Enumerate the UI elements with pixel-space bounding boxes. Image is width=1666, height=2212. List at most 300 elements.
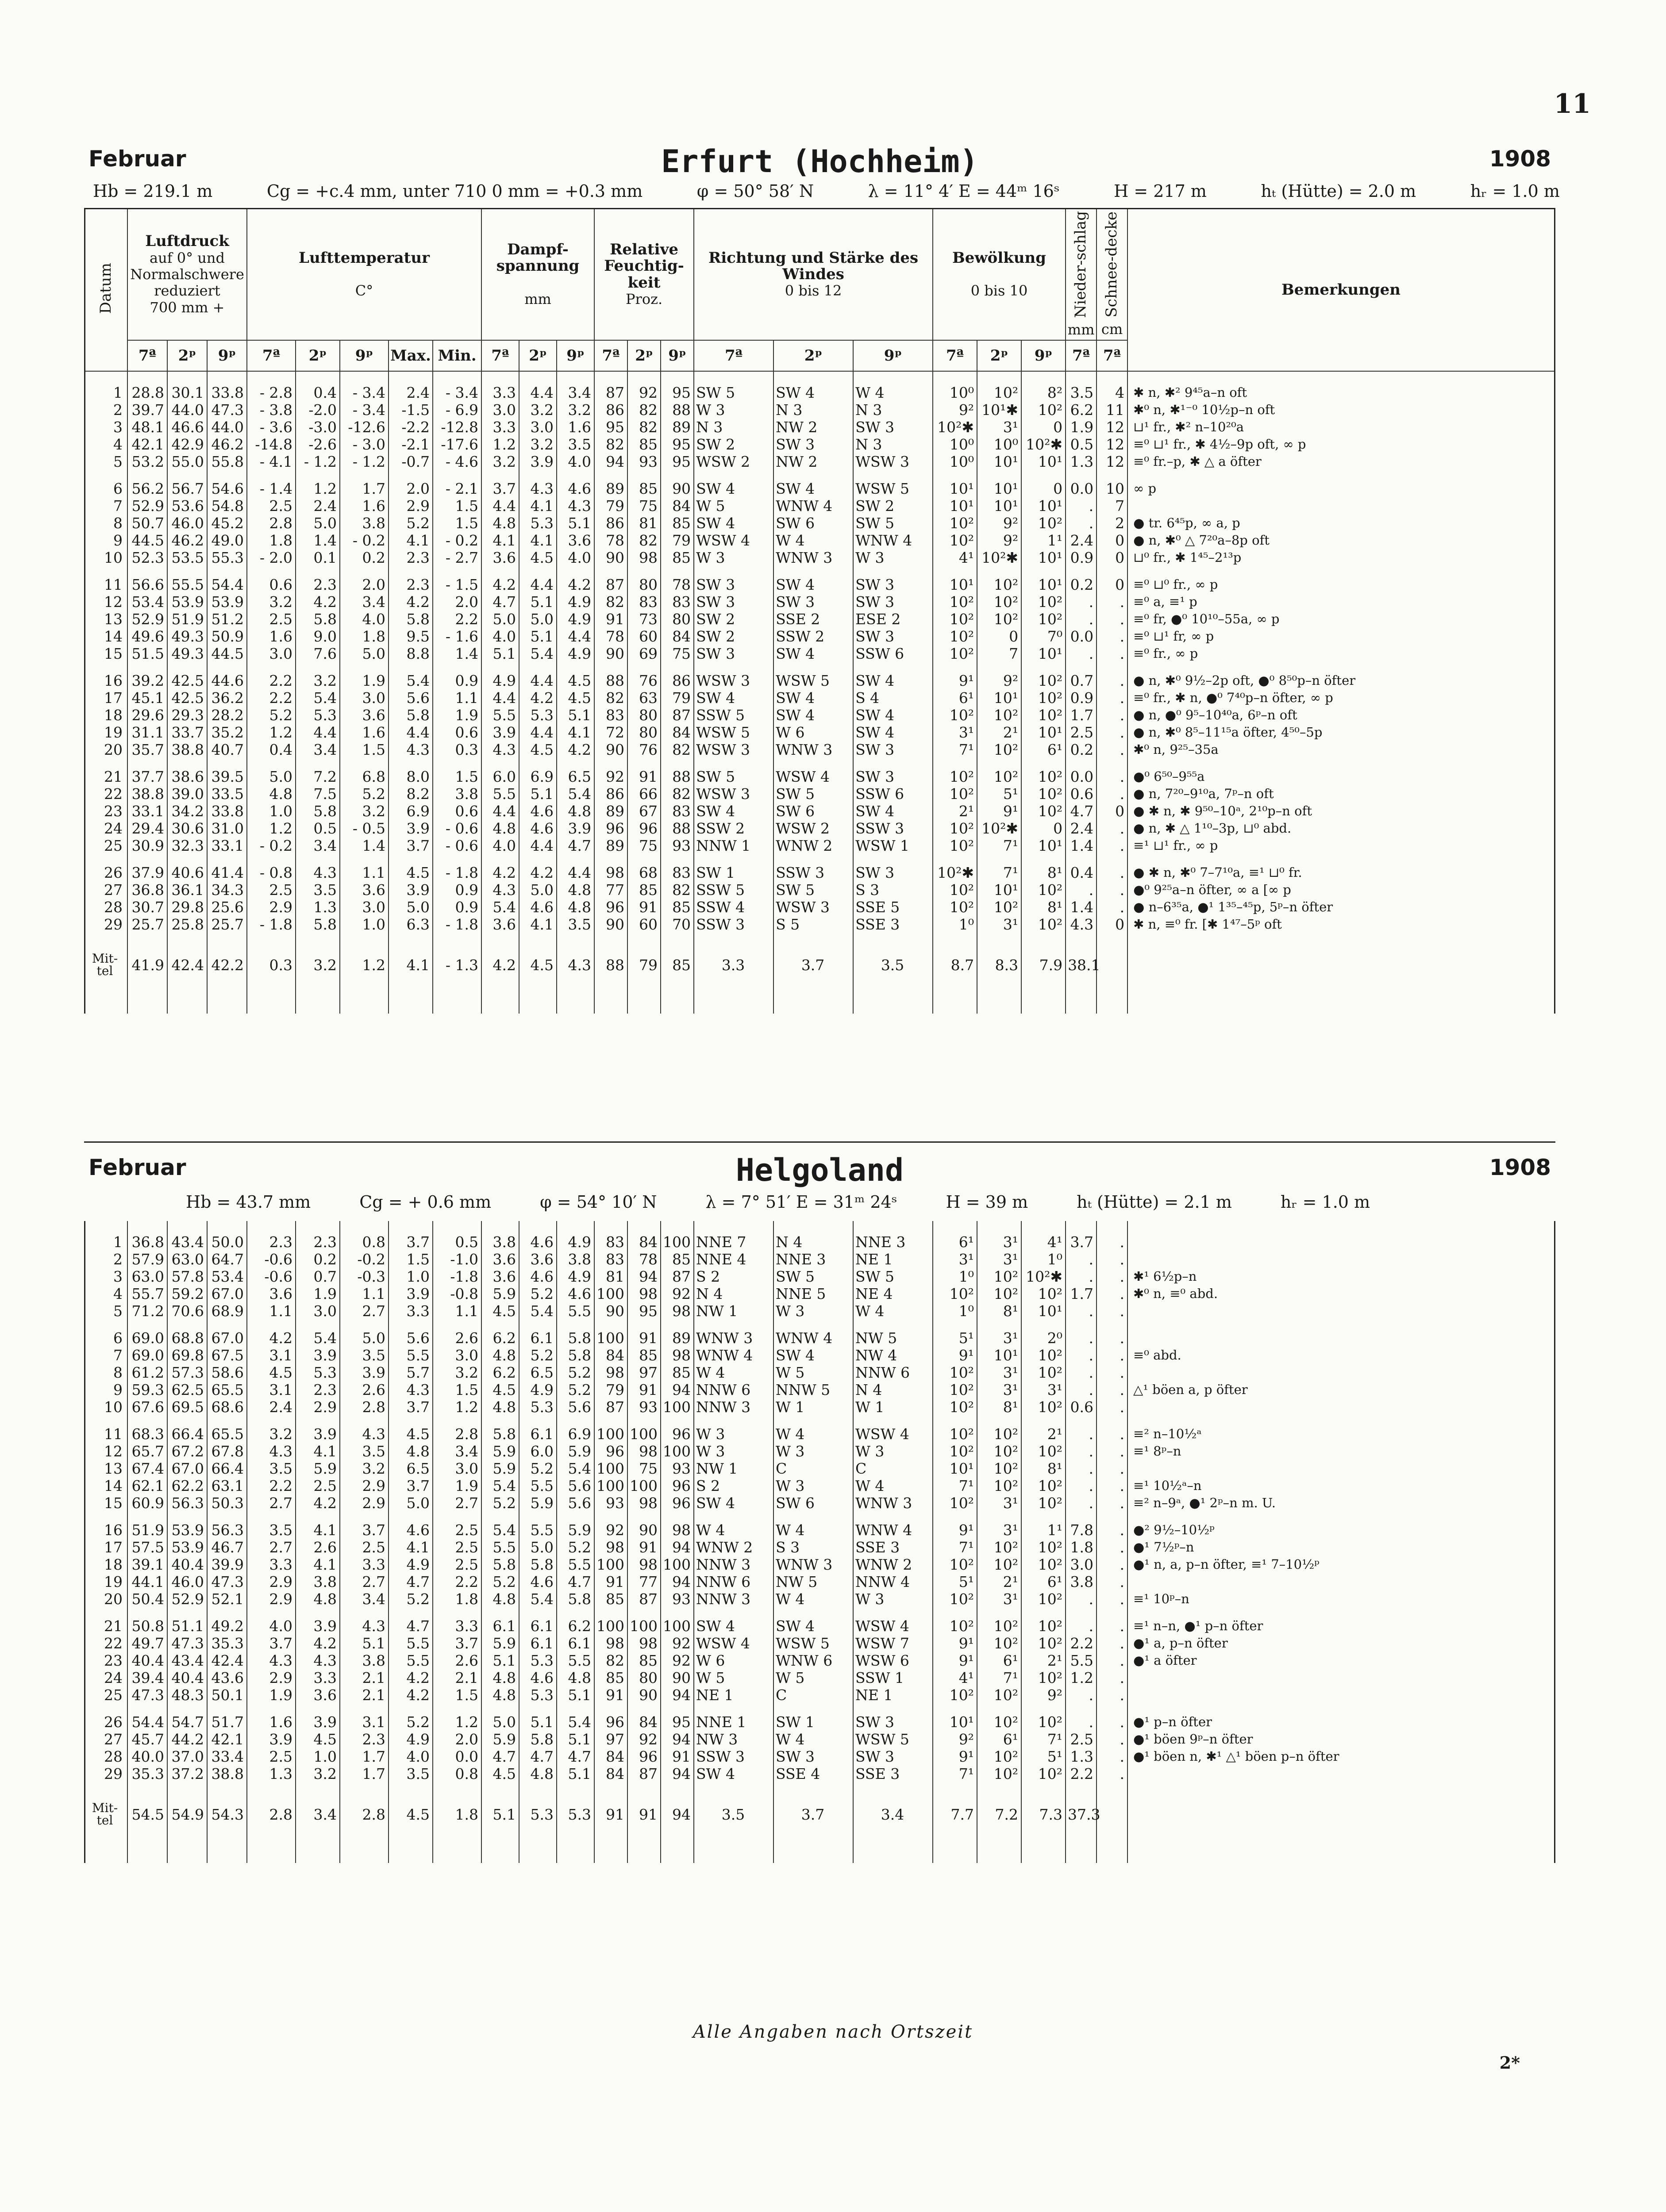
table-cell: 1.9 [433, 707, 481, 724]
table-cell [1127, 497, 1554, 515]
table-cell: N 3 [853, 401, 933, 419]
table-cell: 6.0 [519, 1443, 557, 1460]
table-cell: 10² [977, 611, 1021, 628]
table-cell: 91 [627, 1539, 661, 1556]
table-cell: 3.8 [1066, 1573, 1097, 1590]
table-cell: WSW 5 [773, 672, 853, 689]
table-cell: 5.0 [481, 611, 519, 628]
table-cell: 50.8 [127, 1617, 167, 1635]
table-cell: 1.9 [247, 1686, 296, 1704]
table-cell: 30.6 [167, 820, 207, 837]
table-cell: 4.8 [481, 820, 519, 837]
mittel-cell: 2.8 [247, 1792, 296, 1836]
table-cell: 55.0 [167, 453, 207, 470]
table-cell: SW 3 [853, 628, 933, 645]
table-cell: 96 [627, 1748, 661, 1765]
table-cell: 4.3 [340, 1617, 389, 1635]
table-cell: 90 [594, 645, 627, 662]
mittel-cell: 37.3 [1066, 1792, 1097, 1836]
table-cell: 2.4 [296, 497, 340, 515]
table-cell: -2.0 [296, 401, 340, 419]
mittel-cell: 7.9 [1021, 943, 1066, 987]
table-cell: 98 [627, 1443, 661, 1460]
table-cell: 2 [113, 401, 123, 419]
table-cell: 3.5 [296, 881, 340, 899]
table-cell: 79 [594, 1381, 627, 1398]
table-cell: 10² [933, 1556, 977, 1573]
mittel-cell: - 1.3 [433, 943, 481, 987]
table-row [85, 480, 1554, 497]
table-cell: 7.5 [296, 785, 340, 803]
table-cell: 83 [594, 1233, 627, 1251]
table-cell: 4.1 [481, 532, 519, 549]
table-cell: 10¹ [933, 1713, 977, 1731]
table-cell: 7¹ [977, 837, 1021, 854]
table-cell: 2.4 [1066, 820, 1097, 837]
table-cell: 0.7 [1066, 672, 1097, 689]
table-cell: 5.4 [519, 1590, 557, 1608]
table-cell: WNW 4 [853, 532, 933, 549]
table-cell: 0.9 [433, 881, 481, 899]
table-cell: 3.9 [296, 1617, 340, 1635]
table-cell: . [1097, 899, 1127, 916]
table-cell: SW 2 [694, 628, 773, 645]
table-cell: 44.5 [127, 532, 167, 549]
table-cell: 1.2 [247, 820, 296, 837]
table-cell: 5.4 [481, 1477, 519, 1494]
table-cell: 98 [627, 1285, 661, 1302]
table-cell: 33.5 [207, 785, 247, 803]
table-cell: 26 [104, 1713, 123, 1731]
table-cell: 3.0 [1066, 1556, 1097, 1573]
table-cell: 100 [594, 1617, 627, 1635]
table-cell: 0.4 [1066, 864, 1097, 881]
table-cell: 3.6 [557, 532, 594, 549]
table-cell: 14 [104, 628, 123, 645]
table-cell: 39.2 [127, 672, 167, 689]
table-cell: -2.6 [296, 436, 340, 453]
table-cell: 96 [661, 1494, 694, 1512]
table-cell: 3¹ [977, 1381, 1021, 1398]
table-cell: 54.4 [127, 1713, 167, 1731]
table-cell: . [1097, 1573, 1127, 1590]
table-cell: 57.8 [167, 1268, 207, 1285]
table-cell: 80 [627, 1669, 661, 1686]
table-cell: 5¹ [933, 1329, 977, 1347]
table-cell: 2.5 [1066, 724, 1097, 741]
table-cell: 5.8 [296, 611, 340, 628]
table-cell: 10² [1021, 401, 1066, 419]
table-cell: 3.9 [296, 1425, 340, 1443]
table-cell: 98 [627, 1635, 661, 1652]
table-cell: 10² [977, 576, 1021, 593]
table-cell: 2.2 [247, 689, 296, 707]
table-cell: - 2.0 [247, 549, 296, 566]
table-cell: 4.3 [340, 1425, 389, 1443]
table-cell: WNW 6 [773, 1652, 853, 1669]
table-cell: 0.9 [1066, 689, 1097, 707]
table-cell: 5¹ [1021, 1748, 1066, 1765]
table-cell: WSW 5 [773, 1635, 853, 1652]
table-cell: SW 5 [694, 384, 773, 401]
table-cell: 3.6 [296, 1686, 340, 1704]
table-cell: 1.0 [296, 1748, 340, 1765]
erfurt-table-body [85, 371, 1554, 1014]
table-cell: 1.4 [1066, 899, 1097, 916]
table-cell: 3.5 [557, 436, 594, 453]
table-cell: 25.7 [127, 916, 167, 933]
table-cell: 0 [1097, 576, 1127, 593]
table-row [85, 436, 1554, 453]
table-cell: SW 3 [853, 1748, 933, 1765]
table-cell: WNW 3 [773, 741, 853, 758]
table-cell: 4.1 [557, 724, 594, 741]
table-row [85, 672, 1554, 689]
table-row [85, 611, 1554, 628]
mittel-cell: 0.3 [247, 943, 296, 987]
table-cell: 80 [627, 576, 661, 593]
table-cell: 2.2 [1066, 1765, 1097, 1782]
table-cell: 89 [594, 480, 627, 497]
table-cell: 3.5 [1066, 384, 1097, 401]
table-row [85, 1443, 1554, 1460]
table-cell: -17.6 [433, 436, 481, 453]
table-cell: 4.3 [247, 1652, 296, 1669]
table-cell: 6.5 [557, 768, 594, 785]
table-cell: 1.2 [247, 724, 296, 741]
table-cell: 0.0 [1066, 628, 1097, 645]
table-cell: 10¹ [1021, 1302, 1066, 1320]
table-cell: 1⁰ [933, 1268, 977, 1285]
table-cell: 47.3 [207, 1573, 247, 1590]
table-cell: 82 [627, 419, 661, 436]
helgoland-month: Februar [88, 1155, 186, 1180]
table-cell: 10² [933, 1285, 977, 1302]
table-cell: 6¹ [977, 1652, 1021, 1669]
table-cell: 4.3 [296, 864, 340, 881]
table-cell: 38.8 [207, 1765, 247, 1782]
table-cell: 36.1 [167, 881, 207, 899]
table-cell: - 0.6 [433, 820, 481, 837]
table-cell: 0.0 [433, 1748, 481, 1765]
table-cell: 92 [661, 1635, 694, 1652]
table-cell: 4.7 [557, 837, 594, 854]
table-cell: 5.6 [389, 689, 433, 707]
table-cell: 6.2 [1066, 401, 1097, 419]
table-cell: 100 [594, 1556, 627, 1573]
table-cell: ● tr. 6⁴⁵p, ∞ a, p [1127, 515, 1554, 532]
table-cell: 0 [1097, 916, 1127, 933]
erfurt-meta-item: λ = 11° 4′ E = 44ᵐ 16ˢ [868, 181, 1060, 201]
table-cell: 54.4 [207, 576, 247, 593]
table-cell: 2.5 [247, 1748, 296, 1765]
table-cell: WSW 5 [694, 724, 773, 741]
table-cell: 2.6 [433, 1329, 481, 1347]
table-cell: SW 3 [853, 593, 933, 611]
table-cell: 2.2 [1066, 1635, 1097, 1652]
sub-2p: 2ᵖ [627, 340, 661, 371]
table-cell: 83 [627, 593, 661, 611]
table-cell: 55.8 [207, 453, 247, 470]
table-cell: 84 [661, 628, 694, 645]
table-cell: SW 5 [773, 1268, 853, 1285]
col-lufttemperatur: Lufttemperatur C° [247, 209, 481, 340]
table-cell: 5.8 [557, 1329, 594, 1347]
table-cell: 65.5 [207, 1425, 247, 1443]
table-cell: W 3 [694, 401, 773, 419]
table-cell: 1.5 [433, 1686, 481, 1704]
table-cell: 12 [1097, 453, 1127, 470]
table-cell: W 4 [853, 1302, 933, 1320]
table-cell: SW 1 [773, 1713, 853, 1731]
table-cell: 29 [104, 916, 123, 933]
table-cell: 7¹ [977, 1669, 1021, 1686]
table-cell: 96 [594, 1713, 627, 1731]
table-cell: SW 3 [853, 768, 933, 785]
table-cell: . [1066, 1494, 1097, 1512]
table-cell: . [1097, 820, 1127, 837]
table-cell: 10² [1021, 916, 1066, 933]
table-cell: 4.8 [481, 1347, 519, 1364]
table-cell: . [1097, 1477, 1127, 1494]
table-cell: 52.1 [207, 1590, 247, 1608]
table-cell: 98 [627, 1494, 661, 1512]
table-cell: ≡⁰ fr., ∞ p [1127, 645, 1554, 662]
table-cell: ● n, 7²⁰–9¹⁰a, 7ᵖ–n oft [1127, 785, 1554, 803]
table-row [85, 419, 1554, 436]
table-cell: 4.9 [557, 593, 594, 611]
mittel-cell: 42.2 [207, 943, 247, 987]
table-cell: C [773, 1460, 853, 1477]
table-cell: . [1066, 1347, 1097, 1364]
table-cell: 82 [594, 593, 627, 611]
table-cell: 32.3 [167, 837, 207, 854]
table-cell: 2.5 [340, 1539, 389, 1556]
table-cell: 5.4 [481, 899, 519, 916]
col-wind: Richtung und Stärke des Windes 0 bis 12 [694, 209, 933, 340]
table-cell: 30.1 [167, 384, 207, 401]
table-cell: 10¹ [1021, 645, 1066, 662]
table-cell: 4.9 [557, 1233, 594, 1251]
table-cell: 5.8 [389, 611, 433, 628]
table-cell: . [1097, 1556, 1127, 1573]
table-cell: 46.0 [167, 1573, 207, 1590]
table-cell: NNE 3 [773, 1251, 853, 1268]
table-cell: 3.0 [481, 401, 519, 419]
table-cell: 2.5 [433, 1521, 481, 1539]
table-cell: 1.2 [433, 1398, 481, 1416]
table-cell: 5.0 [389, 899, 433, 916]
table-cell: 7¹ [933, 1539, 977, 1556]
table-cell: 3.4 [557, 384, 594, 401]
table-cell: 4.6 [519, 820, 557, 837]
table-cell: C [773, 1686, 853, 1704]
table-cell: 80 [627, 707, 661, 724]
helgoland-table-frame [84, 1221, 1555, 1863]
table-cell: 3.0 [433, 1347, 481, 1364]
table-cell: 5.3 [519, 515, 557, 532]
table-cell: 0.2 [296, 1251, 340, 1268]
table-cell: 3.8 [340, 515, 389, 532]
table-cell: 94 [627, 1268, 661, 1285]
table-cell: 1.8 [247, 532, 296, 549]
table-cell: SW 4 [853, 724, 933, 741]
erfurt-header [88, 143, 1551, 186]
table-cell: WSW 4 [773, 768, 853, 785]
table-cell: ESE 2 [853, 611, 933, 628]
table-cell: ✱⁰ n, ≡⁰ abd. [1127, 1285, 1554, 1302]
table-cell: 3.1 [247, 1381, 296, 1398]
table-cell: 4.5 [481, 1765, 519, 1782]
table-cell: ●¹ 7½ᵖ–n [1127, 1539, 1554, 1556]
table-cell: - 0.2 [433, 532, 481, 549]
table-cell: 0.8 [340, 1233, 389, 1251]
table-cell: - 0.8 [247, 864, 296, 881]
table-cell: 3.4 [340, 1590, 389, 1608]
table-row [85, 1652, 1554, 1669]
table-cell: ≡¹ n–n, ●¹ p–n öfter [1127, 1617, 1554, 1635]
table-cell: 67 [627, 803, 661, 820]
table-cell: 4.8 [481, 1590, 519, 1608]
table-cell: SW 2 [694, 436, 773, 453]
table-cell: 37.9 [127, 864, 167, 881]
table-cell: 94 [661, 1731, 694, 1748]
table-cell: SW 4 [773, 480, 853, 497]
table-cell: 1.2 [481, 436, 519, 453]
table-cell: 100 [661, 1556, 694, 1573]
sub-2p: 2ᵖ [977, 340, 1021, 371]
mittel-cell: 3.4 [296, 1792, 340, 1836]
table-cell: 1.9 [296, 1285, 340, 1302]
table-row [85, 1686, 1554, 1704]
table-cell: 100 [661, 1443, 694, 1460]
table-cell: 4.8 [557, 1669, 594, 1686]
table-cell: 3.5 [557, 916, 594, 933]
table-cell: 10² [977, 1268, 1021, 1285]
table-cell: 1.7 [1066, 1285, 1097, 1302]
table-cell: 100 [627, 1425, 661, 1443]
table-cell: . [1097, 1251, 1127, 1268]
table-cell: 10²✱ [977, 820, 1021, 837]
mittel-row [85, 1792, 1554, 1836]
mittel-label: Mit-tel [92, 951, 118, 979]
table-cell: 6 [113, 480, 123, 498]
table-cell: 53.4 [207, 1268, 247, 1285]
table-cell: W 3 [853, 549, 933, 566]
table-cell: 4.1 [519, 497, 557, 515]
table-cell: . [1066, 1329, 1097, 1347]
table-cell: ≡² n–10½ᵃ [1127, 1425, 1554, 1443]
table-cell: 3¹ [977, 1494, 1021, 1512]
table-cell: 29.6 [127, 707, 167, 724]
table-cell: 4.0 [481, 628, 519, 645]
table-cell: 4.7 [481, 593, 519, 611]
table-cell: 2.5 [247, 497, 296, 515]
table-cell: 5.2 [389, 1590, 433, 1608]
table-cell: 10² [977, 741, 1021, 758]
table-cell: 82 [627, 532, 661, 549]
mittel-cell: 3.7 [773, 943, 853, 987]
table-cell: 95 [661, 453, 694, 470]
table-cell: 12 [104, 1443, 123, 1460]
table-cell: 87 [661, 707, 694, 724]
table-row [85, 1364, 1554, 1381]
table-cell: 51.1 [167, 1617, 207, 1635]
table-cell: ● n, ✱⁰ 8⁵–11¹⁵a öfter, 4⁵⁰–5p [1127, 724, 1554, 741]
table-cell: 7¹ [933, 741, 977, 758]
table-cell: 49.3 [167, 645, 207, 662]
table-cell: 3.7 [1066, 1233, 1097, 1251]
table-cell: 2.3 [296, 1233, 340, 1251]
table-cell: ✱ n, ✱² 9⁴⁵a–n oft [1127, 384, 1554, 401]
table-cell: 3.3 [296, 1669, 340, 1686]
table-cell: 86 [594, 401, 627, 419]
table-cell: 50.1 [207, 1686, 247, 1704]
sub-9p: 9ᵖ [557, 340, 594, 371]
table-cell: 1.1 [247, 1302, 296, 1320]
table-cell: 10¹ [1021, 837, 1066, 854]
table-cell: 4.7 [481, 1748, 519, 1765]
table-cell: 48.3 [167, 1686, 207, 1704]
table-cell: SW 4 [853, 803, 933, 820]
table-cell: 3¹ [933, 1251, 977, 1268]
table-cell: N 3 [853, 436, 933, 453]
table-cell: 4.1 [296, 1521, 340, 1539]
table-cell: 35.3 [127, 1765, 167, 1782]
table-cell: 50.7 [127, 515, 167, 532]
table-cell: 33.7 [167, 724, 207, 741]
table-cell: WSW 4 [694, 1635, 773, 1652]
table-cell: W 4 [773, 1731, 853, 1748]
table-cell: 93 [661, 1460, 694, 1477]
erfurt-table-frame [84, 208, 1555, 1014]
table-cell: 4.4 [519, 724, 557, 741]
table-cell: SSW 5 [694, 881, 773, 899]
table-cell: 45.2 [207, 515, 247, 532]
table-cell: 91 [627, 1381, 661, 1398]
table-cell: 10²✱ [933, 864, 977, 881]
table-cell: 10¹ [1021, 497, 1066, 515]
table-row [85, 645, 1554, 662]
table-cell: 39.4 [127, 1669, 167, 1686]
mittel-cell: 79 [627, 943, 661, 987]
table-cell: - 0.2 [247, 837, 296, 854]
table-cell: . [1097, 1731, 1127, 1748]
table-cell: NW 1 [694, 1302, 773, 1320]
table-cell: 6.1 [519, 1425, 557, 1443]
table-cell: 1.5 [340, 741, 389, 758]
table-cell: . [1097, 1539, 1127, 1556]
table-cell: 30.9 [127, 837, 167, 854]
table-cell: 10⁰ [933, 436, 977, 453]
table-cell: 50.9 [207, 628, 247, 645]
table-cell: 86 [661, 672, 694, 689]
table-cell: 57.9 [127, 1251, 167, 1268]
table-cell: SW 4 [694, 1617, 773, 1635]
table-cell: 47.3 [167, 1635, 207, 1652]
table-cell: 44.5 [207, 645, 247, 662]
table-cell: 3.9 [389, 881, 433, 899]
table-cell: 10² [933, 1398, 977, 1416]
table-cell: 1.5 [433, 768, 481, 785]
table-cell: 82 [661, 881, 694, 899]
table-cell: 83 [594, 707, 627, 724]
table-cell: 6.2 [481, 1364, 519, 1381]
table-cell: 3.6 [481, 1251, 519, 1268]
table-cell: . [1066, 1590, 1097, 1608]
table-cell: SSE 4 [773, 1765, 853, 1782]
table-cell: 7 [113, 1347, 123, 1364]
